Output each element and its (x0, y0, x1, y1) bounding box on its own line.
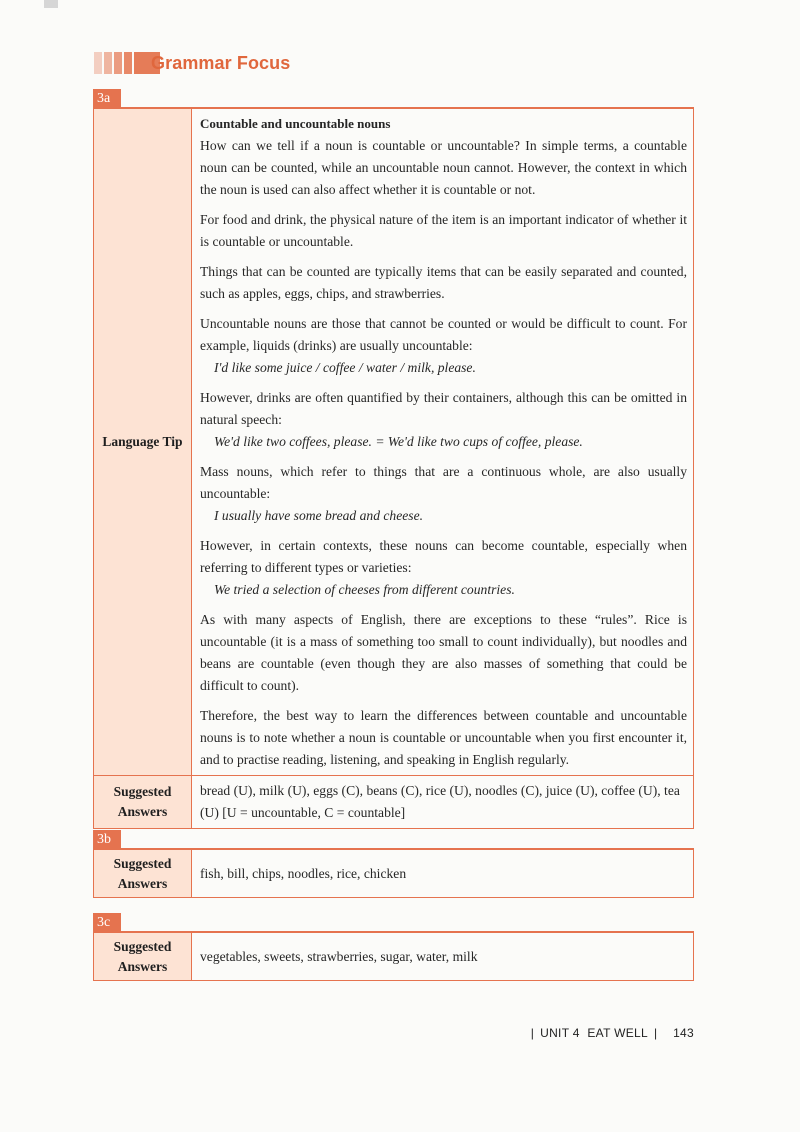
example-sentence: I'd like some juice / coffee / water / milk, please. (214, 360, 476, 375)
row-label (94, 850, 192, 898)
example-sentence: We tried a selection of cheeses from different countries. (214, 582, 515, 597)
answers-text: fish, bill, chips, noodles, rice, chicken (192, 850, 694, 898)
tag-rule (93, 848, 694, 849)
label-line: Answers (117, 875, 168, 891)
label-line: Suggested (113, 855, 172, 871)
paragraph (200, 535, 687, 601)
language-tip-row (94, 109, 694, 776)
paragraph-text: Uncountable nouns are those that cannot be counted or would be difficult to count. For example, liquids (drinks) are usually uncountable: (200, 316, 687, 353)
label-line: Answers (117, 958, 168, 974)
tag-rule (93, 107, 694, 108)
footer-unit: UNIT 4 (540, 1026, 580, 1040)
answers-text: bread (U), milk (U), eggs (C), beans (C), rice (U), noodles (C), juice (U), coffee (U), tea (U) [U = uncountable, C = countable] (192, 776, 694, 829)
section-3c (93, 913, 694, 981)
suggested-answers-row (94, 933, 694, 981)
tag-rule (93, 931, 694, 932)
section-3c-table (93, 932, 694, 981)
suggested-answers-row (94, 776, 694, 829)
section-3a-table (93, 108, 694, 829)
section-title: Grammar Focus (151, 52, 291, 73)
section-tag: 3c (93, 913, 121, 932)
corner-mark (44, 0, 58, 8)
example-sentence: We'd like two coffees, please. = We'd like two cups of coffee, please. (214, 434, 583, 449)
section-3b-table (93, 849, 694, 898)
answers-text: vegetables, sweets, strawberries, sugar, water, milk (192, 933, 694, 981)
section-tag: 3a (93, 89, 121, 108)
paragraph-text: However, in certain contexts, these nouns can become countable, especially when referring to different types or varieties: (200, 538, 687, 575)
label-line: Suggested (113, 784, 172, 799)
language-tip-content (192, 109, 694, 776)
paragraph: How can we tell if a noun is countable or uncountable? In simple terms, a countable noun can be counted, while an uncountable noun cannot. However, the context in which the noun is used can also affect whether it is countable or not. (200, 138, 687, 197)
divider: | (530, 1026, 535, 1040)
example-sentence: I usually have some bread and cheese. (214, 508, 424, 523)
suggested-answers-row (94, 850, 694, 898)
label-line: Answers (117, 804, 168, 819)
section-3a (93, 89, 694, 829)
label-line: Suggested (113, 938, 172, 954)
row-label (94, 776, 192, 829)
tip-title: Countable and uncountable nouns (200, 116, 391, 131)
page-number: 143 (673, 1026, 694, 1040)
paragraph: Therefore, the best way to learn the differences between countable and uncountable nouns is to note whether a noun is countable or uncountable when you first encounter it, and to practise reading, listening, and speaking in English regularly. (200, 708, 687, 767)
paragraph-text: However, drinks are often quantified by their containers, although this can be omitted in natural speech: (200, 390, 687, 427)
paragraph-text: Mass nouns, which refer to things that are a continuous whole, are also usually uncountable: (200, 464, 687, 501)
section-header (94, 50, 290, 76)
paragraph (200, 461, 687, 527)
divider: | (654, 1026, 658, 1040)
paragraph: Things that can be counted are typically items that can be easily separated and counted, such as apples, eggs, chips, and strawberries. (200, 264, 687, 301)
page-footer (525, 1026, 694, 1040)
paragraph: For food and drink, the physical nature of the item is an important indicator of whether it is countable or uncountable. (200, 212, 687, 249)
footer-title: EAT WELL (587, 1026, 649, 1040)
row-label: Language Tip (94, 109, 192, 776)
paragraph (200, 387, 687, 453)
paragraph (200, 313, 687, 379)
row-label (94, 933, 192, 981)
section-3b (93, 830, 694, 898)
section-tag: 3b (93, 830, 121, 849)
paragraph: As with many aspects of English, there are exceptions to these “rules”. Rice is uncountable (it is a mass of something too small to count individually), but noodles and beans are countable (even though they are also masses of something that could be difficult to count). (200, 612, 687, 693)
